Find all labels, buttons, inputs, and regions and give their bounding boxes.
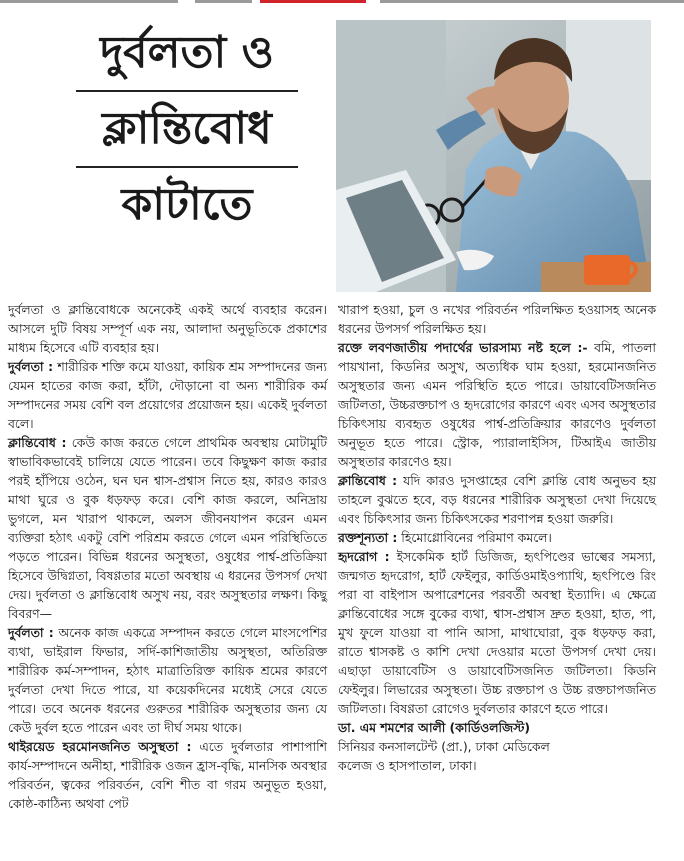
headline-line-3: কাটাতে: [121, 179, 253, 230]
paragraph-thyroid: [8, 737, 327, 813]
paragraph-text: অনেক কাজ একত্রে সম্পাদন করতে গেলে মাংসপেশির ব্যথা, ভাইরাল ফিভার, সর্দি-কাশিজাতীয় অসুস্থতা, অতিরিক্ত শারীরিক কর্ম-সম্পাদন, হঠাৎ মাত্রাতিরিক্ত কায়িক শ্রমের কারণে দুর্বলতা দেখা দিতে পারে, যা কয়েকদিনের মধ্যেই সেরে যেতে পারে। তবে অনেক ধরনের গুরুতর শারীরিক অসুস্থতার জন্য যে কেউ দুর্বল হতে পারেন এবং তা দীর্ঘ সময় থাকে।: [8, 625, 327, 735]
paragraph-thyroid-cont: [338, 300, 656, 338]
article-photo: [336, 20, 651, 292]
paragraph-intro: [8, 300, 327, 357]
paragraph-fatigue: [8, 433, 327, 623]
paragraph-electrolyte: [338, 338, 656, 471]
paragraph-heading: দুর্বলতা :: [8, 359, 54, 374]
paragraph-heading: থাইরয়েড হরমোনজনিত অসুস্থতা :: [8, 739, 192, 754]
headline-line-1: দুর্বলতা ও: [100, 27, 274, 78]
headline: [58, 22, 316, 236]
paragraph-text: কেউ কাজ করতে গেলে প্রাথমিক অবস্থায় মোটামুটি স্বাভাবিকভাবেই চালিয়ে যেতে পারেন। তবে কিছুক্ষণ কাজ করার পরই হাঁপিয়ে ওঠেন, ঘন ঘন শ্বাস-প্রশ্বাস নিতে হয়, কারও কারও মাথা ঘুরে ও বুক ধড়ফড় করে। বেশি কাজ করলে, অনিদ্রায় ভুগলে, মন খারাপ থাকলে, অলস জীবনযাপন করেন এমন ব্যক্তিরা হঠাৎ একটু বেশি পরিশ্রম করতে গেলে এমন পরিস্থিতিতে পড়তে পারেন। বিভিন্ন ধরনের অসুস্থতা, ওষুধের পার্শ্ব-প্রতিক্রিয়া হিসেবে উদ্বিগ্নতা, বিষণ্ণতার মতো অবস্থায় এ ধরনের উপসর্গ দেখা দেয়। দুর্বলতা ও ক্লান্তিবোধ অসুখ নয়, বরং অসুস্থতার লক্ষণ। কিছু বিবরণ—: [8, 435, 327, 621]
paragraph-text: শারীরিক শক্তি কমে যাওয়া, কায়িক শ্রম সম্পাদনের জন্য যেমন হাতের কাজ করা, হাঁটা, দৌড়ানো বা অন্য শারীরিক কর্ম সম্পাদনের সময় বেশি বল প্রয়োগের প্রয়োজন হয়। একেই দুর্বলতা বলে।: [8, 359, 327, 431]
paragraph-heading: ক্লান্তিবোধ :: [8, 435, 67, 450]
author-title: সিনিয়র কনসালটেন্ট (প্রা.), ঢাকা মেডিকেল: [338, 739, 550, 754]
headline-line-2: ক্লান্তিবোধ: [102, 103, 272, 154]
paragraph-weakness-causes: [8, 623, 327, 737]
paragraph-text: ইসকেমিক হার্ট ডিজিজ, হৃৎপিণ্ডের ভাল্বের সমস্যা, জন্মগত হৃদরোগ, হার্ট ফেইলুর, কার্ডিওমাইওপ্যাথি, হৃৎপিণ্ডে রিং পরা বা বাইপাস অপারেশনের পরবর্তী অবস্থা ইত্যাদি। এ ক্ষেত্রে ক্লান্তিবোধের সঙ্গে বুকের ব্যথা, শ্বাস-প্রশ্বাস দ্রুত হওয়া, হাত, পা, মুখ ফুলে যাওয়া বা পানি আসা, মাথাঘোরা, বুক ধড়ফড় করা, রাতে শ্বাসকষ্ট ও কাশি দেখা দেওয়ার মতো উপসর্গ দেখা দেয়। এছাড়া ডায়াবেটিস ও ডায়াবেটিসজনিত জটিলতা। কিডনি ফেইলুর। লিভারের অসুস্থতা। উচ্চ রক্তচাপ ও উচ্চ রক্তচাপজনিত জটিলতা। বিষণ্ণতা রোগেও দুর্বলতার কারণে হতে পারে।: [338, 549, 656, 716]
top-rule-accent: [260, 0, 366, 3]
paragraph-heading: দুর্বলতা :: [8, 625, 54, 640]
paragraph-text: খারাপ হওয়া, চুল ও নখের পরিবর্তন পরিলক্ষিত হওয়াসহ অনেক ধরনের উপসর্গ পরিলক্ষিত হয়।: [338, 302, 656, 336]
paragraph-heading: ক্লান্তিবোধ :: [338, 473, 398, 488]
top-rule-left: [0, 0, 178, 3]
paragraph-heart: [338, 547, 656, 718]
author-affiliation: কলেজ ও হাসপাতাল, ঢাকা।: [338, 758, 477, 773]
top-rule-right: [380, 0, 684, 3]
paragraph-heading: রক্তে লবণজাতীয় পদার্থের ভারসাম্য নষ্ট হলে :-: [338, 340, 588, 355]
paragraph-text: এতে দুর্বলতার পাশাপাশি কার্য-সম্পাদনে অনীহা, শারীরিক ওজন হ্রাস-বৃদ্ধি, মানসিক অবস্থার পরিবর্তন, ত্বকের পরিবর্তন, বেশি শীত বা গরম অনুভূত হওয়া, কোষ্ঠ-কাঠিন্য অথবা পেট: [8, 739, 327, 811]
paragraph-text: বমি, পাতলা পায়খানা, কিডনির অসুখ, অত্যধিক ঘাম হওয়া, হরমোনজনিত অসুস্থতার জন্য এমন পরিস্থিতি হতে পারে। ডায়াবেটিসজনিত জটিলতা, উচ্চরক্তচাপ ও হৃদরোগের কারণে এবং এসব অসুস্থতার চিকিৎসায় ব্যবহৃত ওষুধের পার্শ্ব-প্রতিক্রিয়ার কারণেও দুর্বলতা অনুভূত হতে পারে। স্ট্রোক, প্যারালাইসিস, টিআইএ জাতীয় অসুস্থতার কারণেও হয়।: [338, 340, 657, 469]
headline-divider-2: [76, 166, 298, 168]
article-column-left: [8, 300, 327, 813]
paragraph-anemia: [338, 528, 656, 547]
paragraph-weakness: [8, 357, 327, 433]
top-rule-mid: [195, 0, 252, 3]
paragraph-heading: রক্তশূন্যতা :: [338, 530, 398, 545]
headline-divider-1: [76, 90, 298, 92]
paragraph-text: দুর্বলতা ও ক্লান্তিবোধকে অনেকেই একই অর্থে ব্যবহার করেন। আসলে দুটি বিষয় সম্পূর্ণ এক নয়, আলাদা অনুভূতিকে প্রকাশের মাধ্যম হিসেবে এটি ব্যবহার হয়।: [8, 302, 327, 355]
article-column-right: [338, 300, 656, 775]
paragraph-text: যদি কারও দুসপ্তাহের বেশি ক্লান্তি বোধ অনুভব হয় তাহলে বুঝতে হবে, বড় ধরনের শারীরিক অসুস্থতা দেখা দিয়েছে এবং চিকিৎসার জন্য চিকিৎসকের শরণাপন্ন হওয়া জরুরি।: [338, 473, 656, 526]
paragraph-text: হিমোগ্লোবিনের পরিমাণ কমলে।: [397, 530, 552, 545]
paragraph-heading: হৃদরোগ :: [338, 549, 390, 564]
author-name: ডা. এম শমশের আলী (কার্ডিওলজিস্ট): [338, 720, 531, 735]
paragraph-fatigue-2: [338, 471, 656, 528]
